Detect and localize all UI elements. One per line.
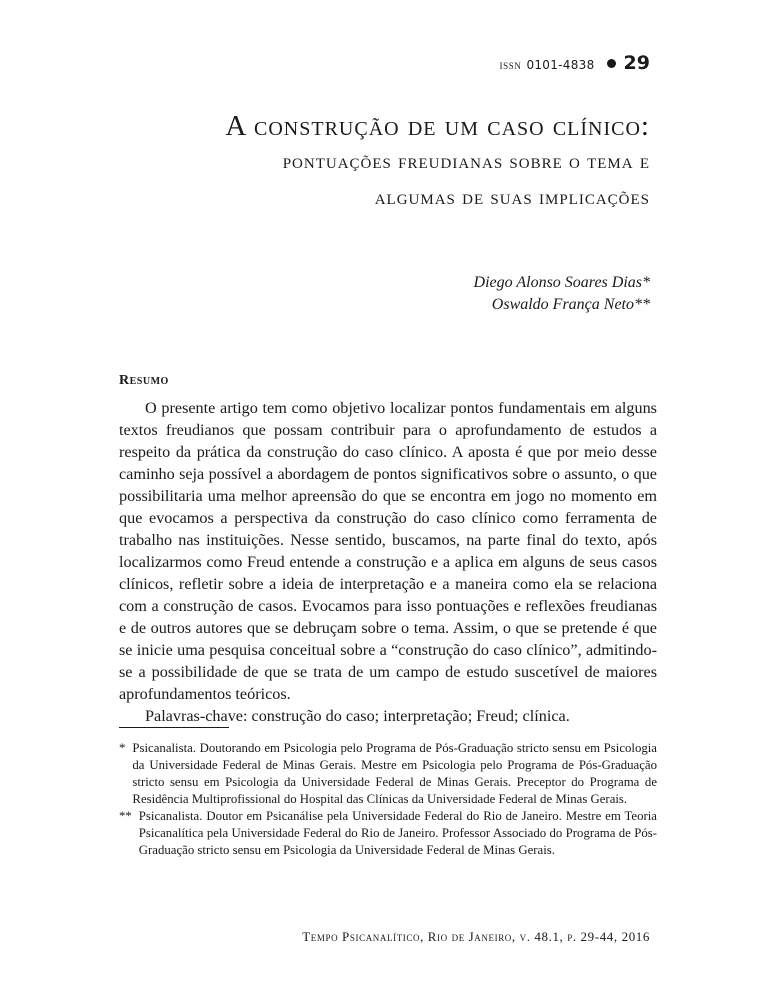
footnotes xyxy=(119,740,657,859)
author-1: Diego Alonso Soares Dias* xyxy=(473,274,650,291)
page-header xyxy=(500,52,650,76)
footnote-text: Psicanalista. Doutorando em Psicologia pelo Programa de Pós-Graduação stricto sensu em Psicologia da Universidade Federal de Minas Gerais. Mestre em Psicologia pelo Programa de Pós-Graduação stricto sensu em Psicologia da Universidade Federal de Minas Gerais. Preceptor do Programa de Residência Multiprofissional do Hospital das Clínicas da Universidade Federal de Minas Gerais. xyxy=(132,741,657,806)
footnote-1 xyxy=(119,740,657,808)
issn-number: 0101-4838 xyxy=(526,58,595,72)
title-line-2: pontuações freudianas sobre o tema e xyxy=(282,149,650,174)
bullet-icon xyxy=(607,59,616,68)
footnote-2 xyxy=(119,808,657,859)
article-title xyxy=(90,110,650,215)
abstract-body xyxy=(119,397,657,727)
footnote-mark: ** xyxy=(119,809,132,823)
footnote-mark: * xyxy=(119,741,126,755)
running-footer: Tempo Psicanalítico, Rio de Janeiro, v. 48.1, p. 29-44, 2016 xyxy=(302,929,650,944)
author-2: Oswaldo França Neto** xyxy=(491,296,650,313)
issn-label: ISSN xyxy=(499,61,522,71)
author-list xyxy=(474,272,650,316)
footnote-text: Psicanalista. Doutor em Psicanálise pela Universidade Federal do Rio de Janeiro. Mestre em Teoria Psicanalítica pela Universidade Federal do Rio de Janeiro. Professor Associado do Programa de Pós-Graduação stricto sensu em Psicologia da Universidade Federal de Minas Gerais. xyxy=(138,809,657,857)
title-line-3: algumas de suas implicações xyxy=(374,185,650,210)
footnote-divider xyxy=(119,727,229,728)
abstract-text: O presente artigo tem como objetivo localizar pontos fundamentais em alguns textos freudianos que possam contribuir para o aprofundamento de estudos a respeito da prática da construção do caso clínico. A aposta é que por meio desse caminho seja possível a abordagem de pontos significativos sobre o assunto, o que possibilitaria uma melhor apreensão do que se encontra em jogo no momento em que evocamos a perspectiva da construção do caso clínico como ferramenta de trabalho nas instituições. Nesse sentido, buscamos, na parte final do texto, após localizarmos como Freud entende a construção e a aplica em alguns de seus casos clínicos, refletir sobre a ideia de interpretação e a maneira como ela se relaciona com a construção de casos. Evocamos para isso pontuações e reflexões freudianas e de outros autores que se debruçam sobre o tema. Assim, o que se pretende é que se inicie uma pesquisa conceitual sobre a “construção do caso clínico”, admitindo-se a possibilidade de que se trata de um campo de estudo suscetível de maiores aprofundamentos teóricos. xyxy=(119,399,657,703)
keywords: Palavras-chave: construção do caso; interpretação; Freud; clínica. xyxy=(145,707,570,725)
title-line-1: A construção de um caso clínico: xyxy=(225,110,650,142)
page-number: 29 xyxy=(623,52,650,74)
abstract-heading: Resumo xyxy=(119,373,169,388)
